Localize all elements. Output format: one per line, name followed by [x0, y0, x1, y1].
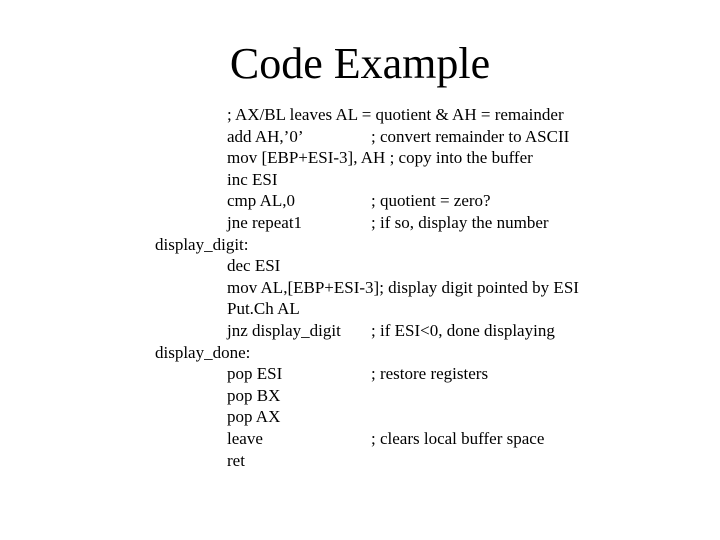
- code-line: [0, 406, 720, 428]
- code-line: [0, 428, 720, 450]
- code-comment: ; if so, display the number: [371, 212, 549, 232]
- code-instruction: ret: [227, 450, 245, 470]
- code-instruction: jne repeat1: [227, 212, 303, 232]
- code-instruction: mov AL,[EBP+ESI-3]; display digit pointed by ESI: [227, 277, 579, 297]
- code-line: [0, 320, 720, 342]
- code-line: [0, 147, 720, 169]
- code-comment: ; convert remainder to ASCII: [371, 126, 570, 146]
- code-line: [0, 277, 720, 299]
- code-instruction: pop AX: [227, 407, 281, 427]
- code-instruction: inc ESI: [227, 169, 278, 189]
- code-instruction: ; AX/BL leaves AL = quotient & AH = remainder: [227, 105, 564, 124]
- code-comment: ; clears local buffer space: [371, 428, 545, 448]
- code-comment: ; if ESI<0, done displaying: [371, 320, 555, 340]
- code-instruction: add AH,’0’: [227, 126, 304, 146]
- code-instruction: dec ESI: [227, 256, 281, 276]
- code-instruction: Put.Ch AL: [227, 299, 300, 319]
- code-line: [0, 363, 720, 385]
- code-line: [0, 255, 720, 277]
- code-line: [0, 104, 720, 126]
- code-line: [0, 450, 720, 472]
- code-comment: ; quotient = zero?: [371, 191, 491, 211]
- code-label: display_digit:: [155, 234, 249, 254]
- code-line: [0, 169, 720, 191]
- code-line: [0, 234, 720, 256]
- code-label: display_done:: [155, 342, 251, 362]
- code-line: [0, 342, 720, 364]
- code-instruction: jnz display_digit: [227, 320, 341, 340]
- code-line: [0, 126, 720, 148]
- code-line: [0, 190, 720, 212]
- code-instruction: mov [EBP+ESI-3], AH ; copy into the buffer: [227, 148, 533, 168]
- code-line: [0, 212, 720, 234]
- code-instruction: cmp AL,0: [227, 191, 295, 211]
- code-instruction: pop BX: [227, 385, 281, 405]
- code-block: [0, 104, 720, 471]
- code-line: [0, 298, 720, 320]
- code-line: [0, 385, 720, 407]
- slide-title: Code Example: [229, 39, 491, 88]
- code-comment: ; restore registers: [371, 364, 489, 384]
- code-instruction: pop ESI: [227, 364, 283, 384]
- code-instruction: leave: [227, 428, 263, 448]
